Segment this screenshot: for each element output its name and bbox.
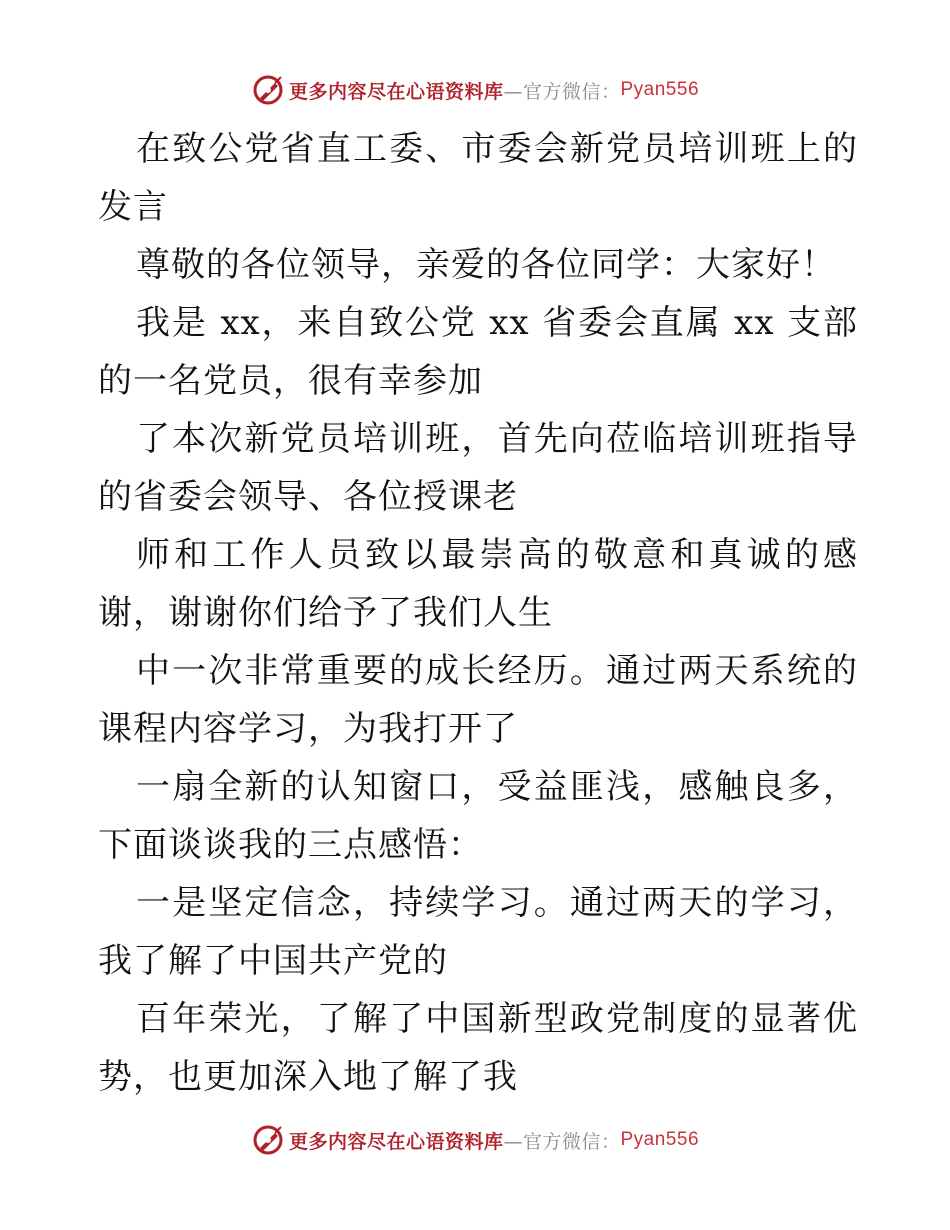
banner-wechat-id: Pyan556: [620, 1129, 700, 1150]
banner-wechat-label: —官方微信：: [503, 80, 621, 103]
document-title: 在致公党省直工委、市委会新党员培训班上的发言: [98, 129, 858, 227]
paragraph: 一是坚定信念，持续学习。通过两天的学习，我了解了中国共产党的: [98, 883, 858, 981]
quill-pen-logo-icon: [251, 1123, 285, 1157]
header-banner: [0, 70, 950, 110]
banner-wechat-id: Pyan556: [620, 79, 700, 100]
quill-pen-logo-icon: [251, 73, 285, 107]
footer-banner: [0, 1120, 950, 1160]
paragraph: 了本次新党员培训班，首先向莅临培训班指导的省委会领导、各位授课老: [98, 419, 858, 517]
paragraph: 师和工作人员致以最崇高的敬意和真诚的感谢，谢谢你们给予了我们人生: [98, 535, 858, 633]
paragraph: 一扇全新的认知窗口，受益匪浅，感触良多，下面谈谈我的三点感悟：: [98, 767, 858, 865]
banner-wechat-label: —官方微信：: [503, 1130, 621, 1153]
paragraph: 我是 xx，来自致公党 xx 省委会直属 xx 支部的一名党员，很有幸参加: [98, 303, 858, 401]
paragraph: 中一次非常重要的成长经历。通过两天系统的课程内容学习，为我打开了: [98, 651, 858, 749]
banner-title: 更多内容尽在心语资料库: [288, 1130, 504, 1153]
paragraph: 百年荣光，了解了中国新型政党制度的显著优势，也更加深入地了解了我: [98, 999, 858, 1097]
document-body: [98, 120, 858, 1106]
banner-title: 更多内容尽在心语资料库: [288, 80, 504, 103]
paragraph-greeting: 尊敬的各位领导，亲爱的各位同学：大家好！: [136, 245, 836, 285]
